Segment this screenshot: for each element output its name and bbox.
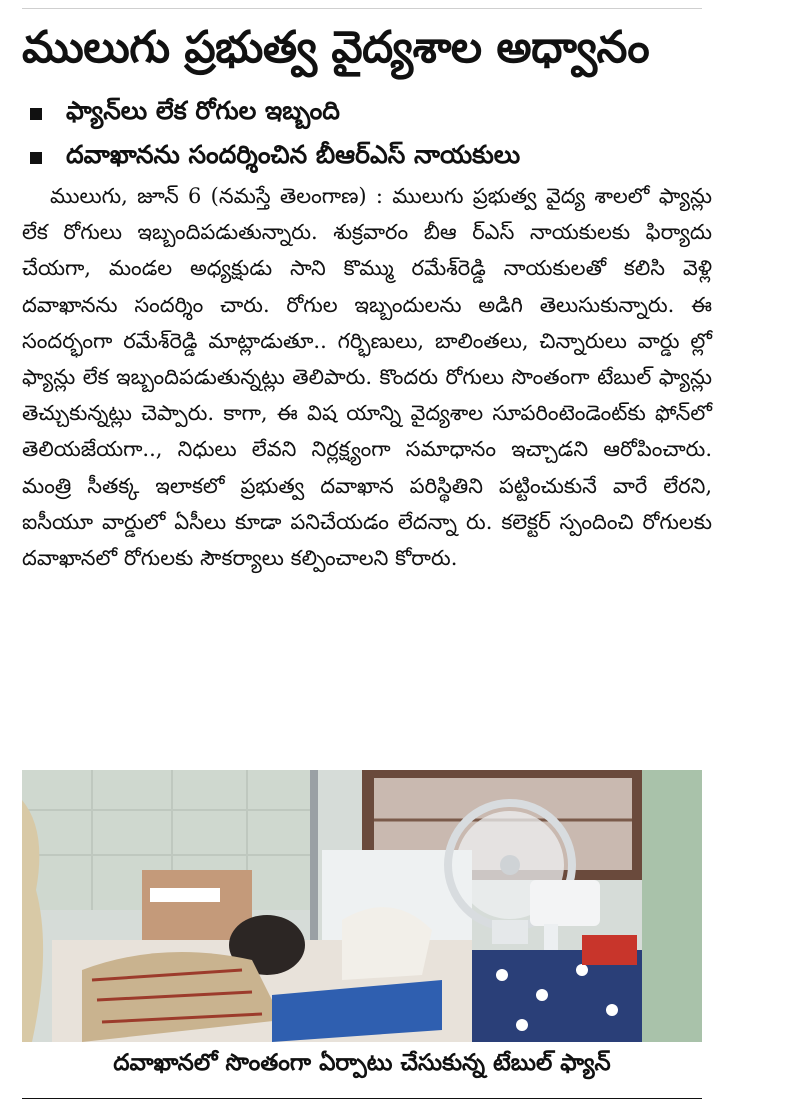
subheadline-text: దవాఖానను సందర్శించిన బీఆర్‌ఎస్ నాయకులు: [66, 140, 521, 169]
top-rule: [22, 8, 702, 9]
bottom-rule: [22, 1098, 702, 1099]
bullet-square-icon: [30, 152, 42, 164]
bullet-square-icon: [30, 108, 42, 120]
subheadline-item: [22, 136, 712, 180]
news-photo: [22, 770, 702, 1042]
subheadline-text: ఫ్యాన్‌లు లేక రోగుల ఇబ్బంది: [66, 96, 340, 125]
subheadline-list: [22, 92, 712, 180]
photo-caption: దవాఖానలో సొంతంగా ఏర్పాటు చేసుకున్న టేబుల్ ఫ్యాన్: [113, 1050, 611, 1076]
subheadline-item: [22, 92, 712, 136]
article-body: ములుగు, జూన్ 6 (నమస్తే తెలంగాణ) : ములుగు ప్రభుత్వ వైద్య శాలలో ఫ్యాన్లు లేక రోగులు ఇబ్బందిపడుతున్నారు. శుక్రవారం బీఆ ర్‌ఎస్ నాయకులకు ఫిర్యాదు చేయగా, మండల అధ్యక్షుడు సాని కొమ్ము రమేశ్‌రెడ్డి నాయకులతో కలిసి వెళ్లి దవాఖానను సందర్శిం చారు. రోగుల ఇబ్బందులను అడిగి తెలుసుకున్నారు. ఈ సందర్భంగా రమేశ్‌రెడ్డి మాట్లాడుతూ.. గర్భిణులు, బాలింతలు, చిన్నారులు వార్డు ల్లో ఫ్యాన్లు లేక ఇబ్బందిపడుతున్నట్లు తెలిపారు. కొందరు రోగులు సొంతంగా టేబుల్ ఫ్యాన్లు తెచ్చుకున్నట్లు చెప్పారు. కాగా, ఈ విష యాన్ని వైద్యశాల సూపరింటెండెంట్‌కు ఫోన్‌లో తెలియజేయగా.., నిధులు లేవని నిర్లక్ష్యంగా సమాధానం ఇచ్చాడని ఆరోపించారు. మంత్రి సీతక్క ఇలాకలో ప్రభుత్వ దవాఖాన పరిస్థితిని పట్టించుకునే వారే లేరని, ఐసీయూ వార్డులో ఏసీలు కూడా పనిచేయడం లేదన్నా రు. కలెక్టర్ స్పందించి రోగులకు దవాఖానలో రోగులకు సౌకర్యాలు కల్పించాలని కోరారు.: [22, 184, 712, 571]
hospital-ward-fan-image: [22, 770, 702, 1042]
headline: ములుగు ప్రభుత్వ వైద్యశాల అధ్వానం: [22, 22, 650, 73]
